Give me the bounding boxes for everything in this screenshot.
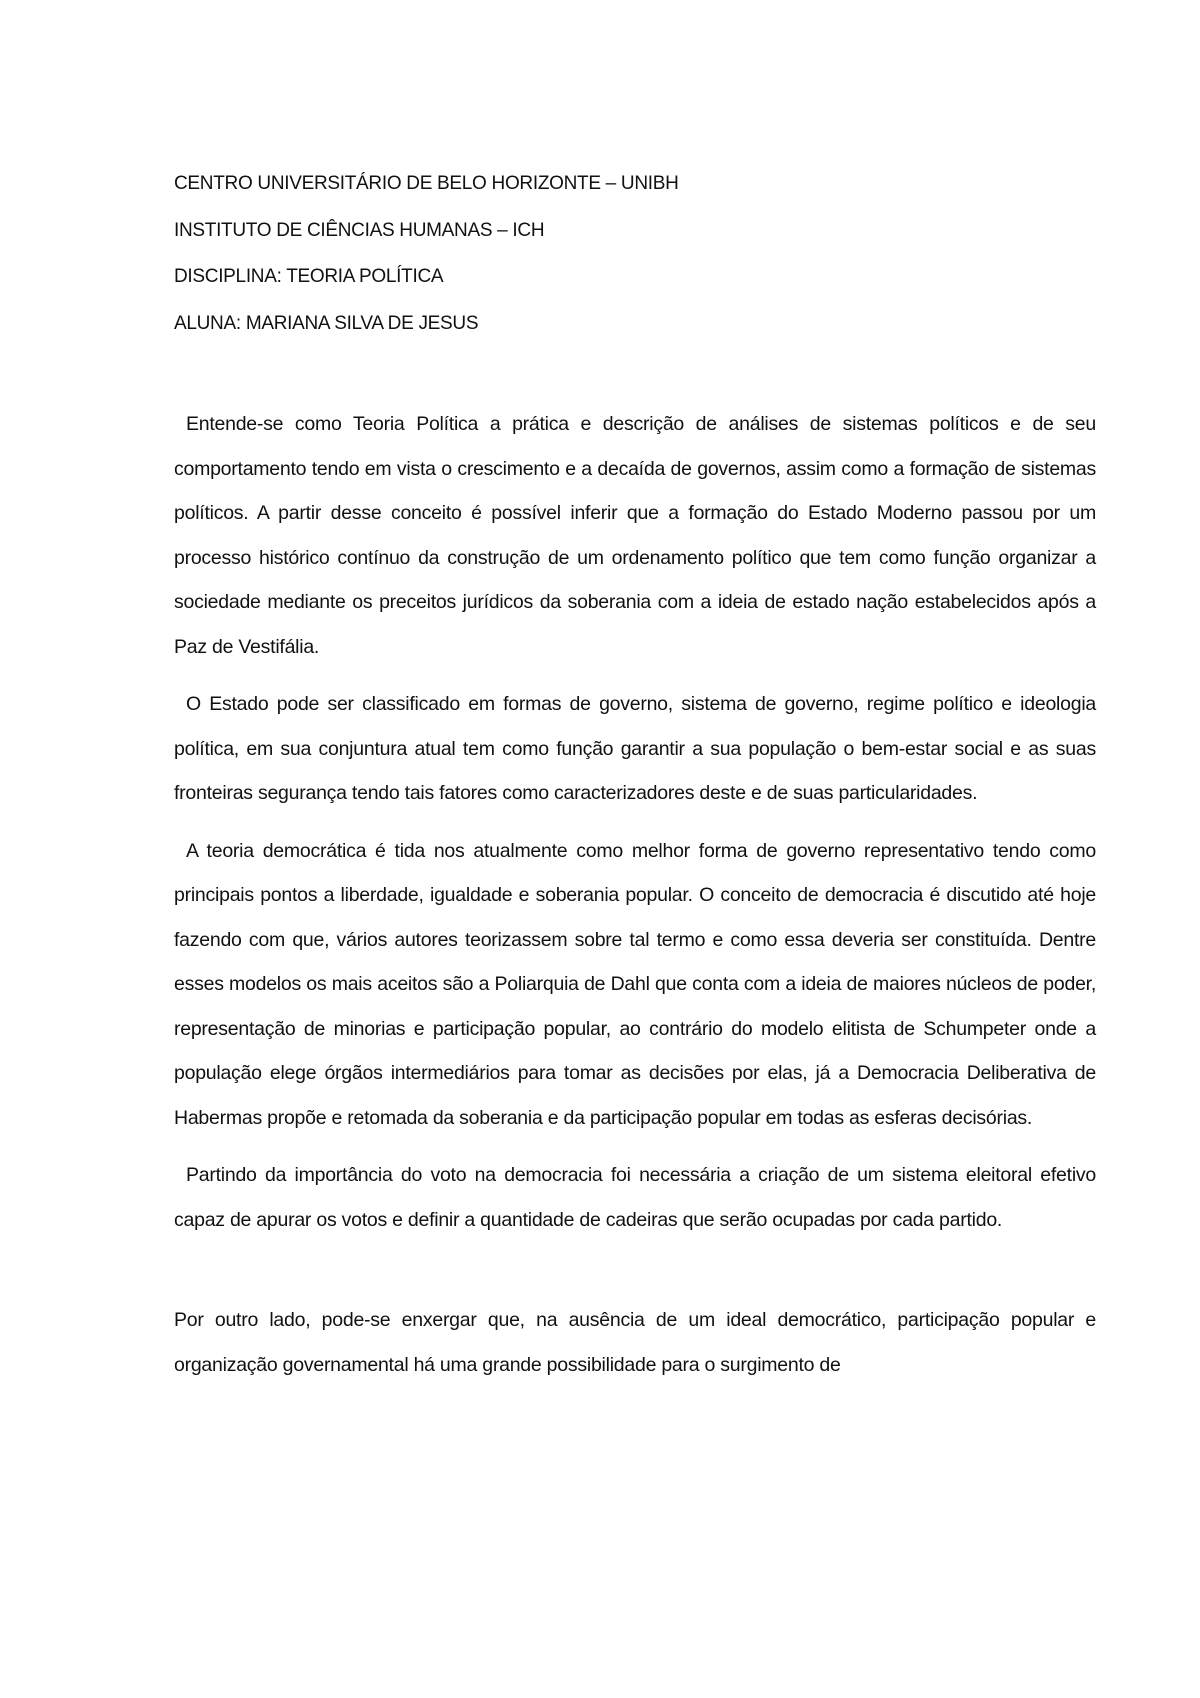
- paragraph-2: O Estado pode ser classificado em formas de governo, sistema de governo, regime político e ideologia política, em sua conjuntura atual tem como função garantir a sua população o bem-estar social e as suas fronteiras segurança tendo tais fatores como caracterizadores deste e de suas particularidades.: [174, 693, 1096, 804]
- discipline-line: DISCIPLINA: TEORIA POLÍTICA: [174, 266, 444, 287]
- paragraph-1: Entende-se como Teoria Política a prática e descrição de análises de sistemas políticos e de seu comportamento tendo em vista o crescimento e a decaída de governos, assim como a formação de sistemas políticos. A partir desse conceito é possível inferir que a formação do Estado Moderno passou por um processo histórico contínuo da construção de um ordenamento político que tem como função organizar a sociedade mediante os preceitos jurídicos da soberania com a ideia de estado nação estabelecidos após a Paz de Vestifália.: [174, 413, 1096, 658]
- institution-line: CENTRO UNIVERSITÁRIO DE BELO HORIZONTE – UNIBH: [174, 173, 679, 194]
- paragraph-3: A teoria democrática é tida nos atualmente como melhor forma de governo representativo tendo como principais pontos a liberdade, igualdade e soberania popular. O conceito de democracia é discutido até hoje fazendo com que, vários autores teorizassem sobre tal termo e como essa deveria ser constituída. Dentre esses modelos os mais aceitos são a Poliarquia de Dahl que conta com a ideia de maiores núcleos de poder, representação de minorias e participação popular, ao contrário do modelo elitista de Schumpeter onde a população elege órgãos intermediários para tomar as decisões por elas, já a Democracia Deliberativa de Habermas propõe e retomada da soberania e da participação popular em todas as esferas decisórias.: [174, 839, 1096, 1129]
- student-line: ALUNA: MARIANA SILVA DE JESUS: [174, 312, 479, 334]
- document-page: [174, 172, 1096, 1387]
- institute-line: INSTITUTO DE CIÊNCIAS HUMANAS – ICH: [174, 219, 545, 241]
- paragraph-4: Partindo da importância do voto na democracia foi necessária a criação de um sistema eleitoral efetivo capaz de apurar os votos e definir a quantidade de cadeiras que serão ocupadas por cada partido.: [174, 1164, 1096, 1231]
- paragraph-5: Por outro lado, pode-se enxergar que, na ausência de um ideal democrático, participação popular e organização governamental há uma grande possibilidade para o surgimento de: [174, 1309, 1096, 1376]
